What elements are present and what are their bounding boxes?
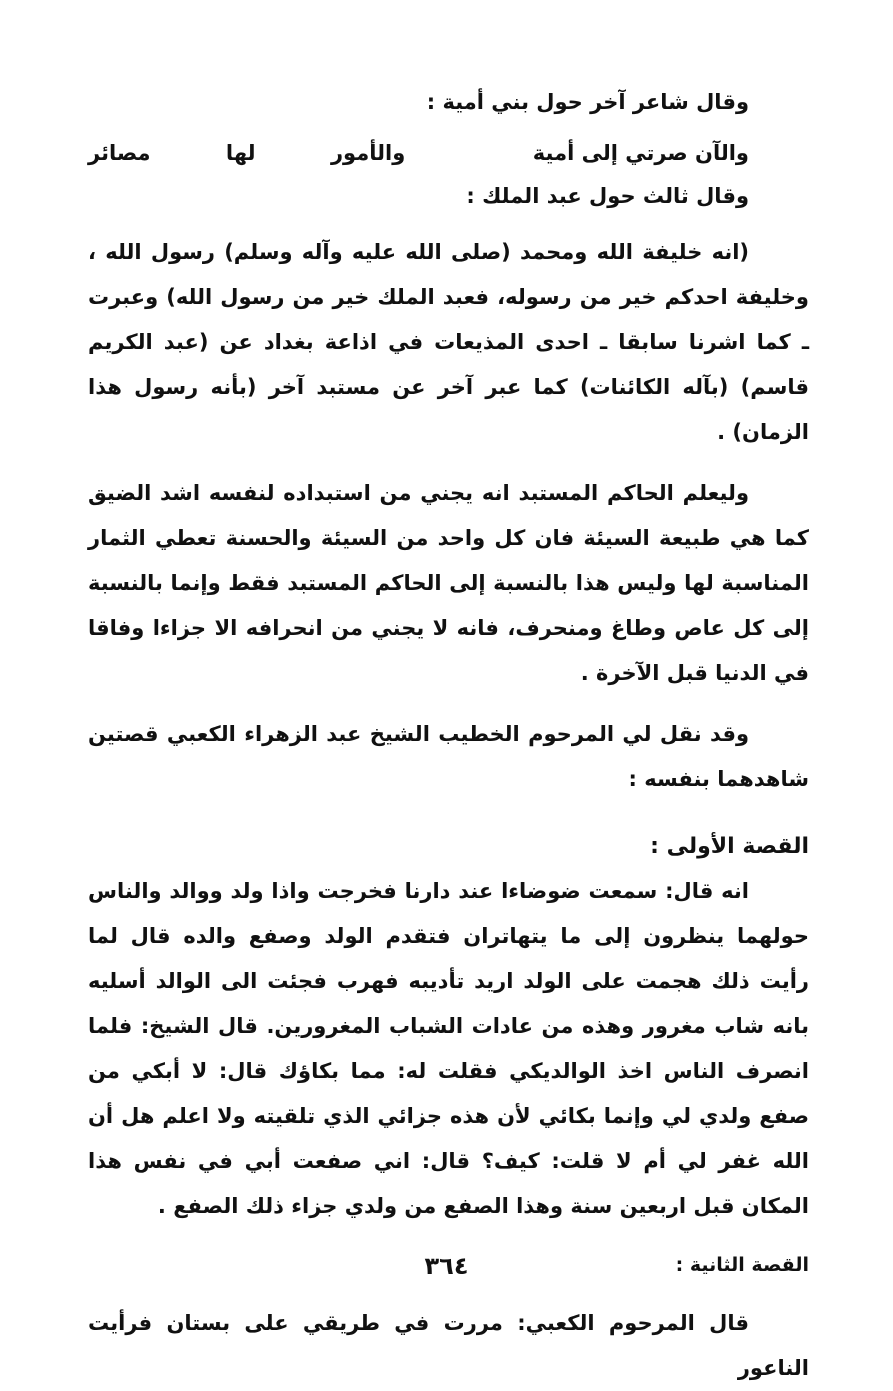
story1-text: انه قال: سمعت ضوضاءا عند دارنا فخرجت واذا ولد ووالد والناس حولهما ينظرون إلى ما يتهاتران فتقدم الولد وصفع والده قال لما رأيت ذلك هجمت على الولد اريد تأديبه فهرب فجئت الى الوالد أسليه بانه شاب مغرور وهذه من عادات الشباب المغرورين. قال الشيخ: فلما انصرف الناس اخذ الوالديكي فقلت له: مما بكاؤك قال: لا أبكي من صفع ولدي لي وإنما بكائي لأن هذه جزائي الذي تلقيته ولا اعلم هل أن الله غفر لي أم لا قلت: كيف؟ قال: اني صفعت أبي في نفس هذا المكان قبل اربعين سنة وهذا الصفع من ولدي جزاء ذلك الصفع . <box>88 879 809 1218</box>
page-number: ٣٦٤ <box>424 1252 469 1280</box>
paragraph-two-stories: وقد نقل لي المرحوم الخطيب الشيخ عبد الزهراء الكعبي قصتين شاهدهما بنفسه : <box>88 722 809 791</box>
story2-text: قال المرحوم الكعبي: مررت في طريقي على بستان فرأيت الناعور <box>88 1311 809 1380</box>
paragraph-caliph-quote: (انه خليفة الله ومحمد (صلى الله عليه وآله وسلم) رسول الله ، وخليفة احدكم خير من رسوله، فعبد الملك خير من رسول الله) وعبرت ـ كما اشرنا سابقا ـ احدى المذيعات في اذاعة بغداد عن (عبد الكريم قاسم) (بآله الكائنات) كما عبر آخر عن مستبد آخر (بأنه رسول هذا الزمان) . <box>88 240 809 444</box>
paragraph-tyrant: وليعلم الحاكم المستبد انه يجني من استبداده لنفسه اشد الضيق كما هي طبيعة السيئة فان كل واحد من السيئة والحسنة تعطي الثمار المناسبة لها وليس هذا بالنسبة إلى الحاكم المستبد فقط وإنما بالنسبة إلى كل عاص وطاغ ومنحرف، فانه لا يجني من انحرافه الا جزاءا وفاقا في الدنيا قبل الآخرة . <box>88 481 809 685</box>
intro-third-poet: وقال ثالث حول عبد الملك : <box>466 184 749 208</box>
book-page <box>88 80 809 1380</box>
verse-second-hemistich: والأمور لها مصائر <box>88 141 406 165</box>
story2-heading: القصة الثانية : <box>675 1254 809 1276</box>
verse-first-hemistich: والآن صرتي إلى أمية <box>532 141 749 165</box>
poem-verse <box>88 131 809 176</box>
intro-second-poet: وقال شاعر آخر حول بني أمية : <box>426 90 749 114</box>
story1-heading: القصة الأولى : <box>650 834 809 859</box>
